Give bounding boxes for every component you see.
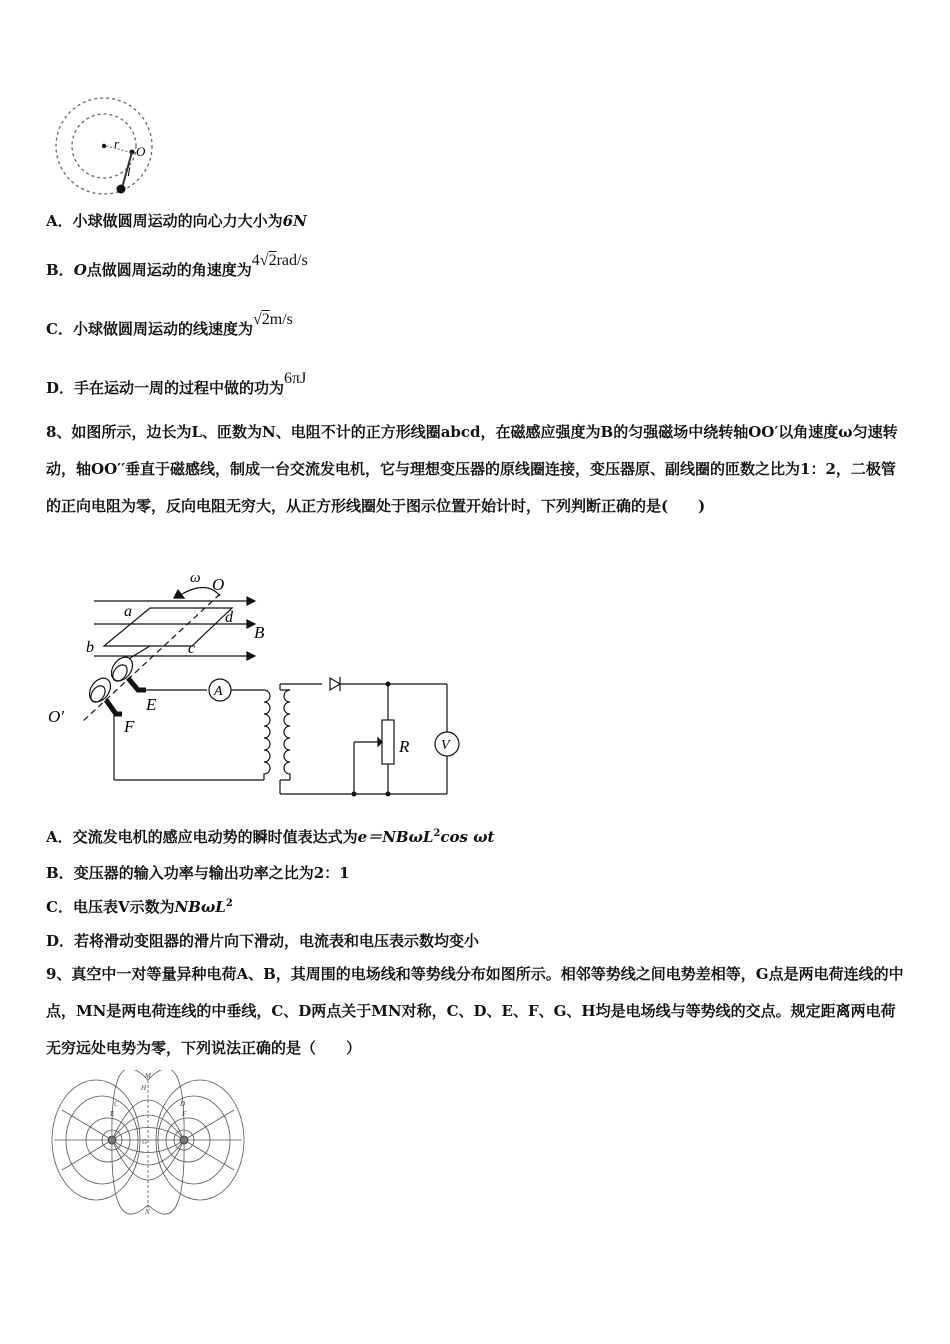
q8-option-c: C．电压表V示数为NBωL$^2$ (46, 898, 233, 916)
q9-label-n: N (145, 1208, 150, 1216)
q9-label-g: G (142, 1138, 148, 1146)
q8-option-d: D．若将滑动变阻器的滑片向下滑动，电流表和电压表示数均变小 (46, 932, 480, 950)
q7-option-b: B．O点做圆周运动的角速度为4√2rad/s (46, 252, 308, 279)
q8-stem: 8、如图所示，边长为L、匝数为N、电阻不计的正方形线圈abcd，在磁感应强度为B的匀强磁场中绕转轴OO′以角速度ω匀速转动，轴OO′′垂直于磁感线，制成一台交流发电机，它与理想变压器的原线圈连接，变压器原、副线圈的匝数之比为1：2，二极管的正向电阻为零，反向电阻无穷大，从正方形线圈处于图示位置开始计时，下列判断正确的是( ) (46, 423, 898, 515)
q8-label-r: R (399, 737, 410, 756)
q8-label-a: a (124, 603, 132, 620)
q9-stem: 9、真空中一对等量异种电荷A、B，其周围的电场线和等势线分布如图所示。相邻等势线之间电势差相等，G点是两电荷连线的中点，MN是两电荷连线的中垂线，C、D两点关于MN对称，C、D、E、F、G、H均是电场线与等势线的交点。规定距离两电荷无穷远处电势为零，下列说法正确的是（ ） (46, 965, 904, 1057)
q8-option-a: A．交流发电机的感应电动势的瞬时值表达式为e＝NBωL$^2$cos ωt (46, 828, 495, 846)
q8-label-d: d (225, 609, 233, 626)
q8-label-o: O (212, 575, 225, 594)
q7-label-r: r (114, 136, 120, 151)
q7-d-value: 6πJ (284, 370, 307, 387)
q9-field-lines-figure (50, 1070, 246, 1216)
q9-label-m: M (145, 1072, 151, 1080)
q8-label-b-field: B (254, 623, 265, 642)
q7-option-a: A．小球做圆周运动的向心力大小为6N (46, 212, 307, 230)
q7-label-l: l (127, 164, 131, 179)
q8-label-oprime: O′ (48, 707, 64, 726)
q7-option-d: D．手在运动一周的过程中做的功为6πJ (46, 370, 307, 397)
q8-generator-circuit-figure (42, 566, 472, 802)
q9-label-c: C (114, 1100, 119, 1108)
q8-label-e: E (146, 695, 157, 714)
q7-option-c: C．小球做圆周运动的线速度为√2m/s (46, 311, 293, 338)
q7-b-value: 4√2rad/s (251, 252, 308, 269)
q8-label-c: c (188, 640, 196, 657)
q7-circle-figure (52, 96, 160, 196)
q8-label-omega: ω (190, 570, 201, 586)
q9-label-h: H (141, 1084, 147, 1092)
q9-label-f: F (182, 1110, 187, 1118)
q9-label-e: E (110, 1110, 115, 1118)
q8-option-b: B．变压器的输入功率与输出功率之比为2：1 (46, 864, 350, 882)
q8-voltmeter-label: V (441, 738, 450, 753)
q7-label-o: O (136, 144, 146, 159)
q7-c-value: √2m/s (252, 311, 293, 328)
q8-ammeter-label: A (214, 684, 223, 699)
q9-label-d: D (180, 1100, 186, 1108)
q8-label-b: b (86, 639, 94, 656)
q8-label-f: F (124, 717, 135, 736)
